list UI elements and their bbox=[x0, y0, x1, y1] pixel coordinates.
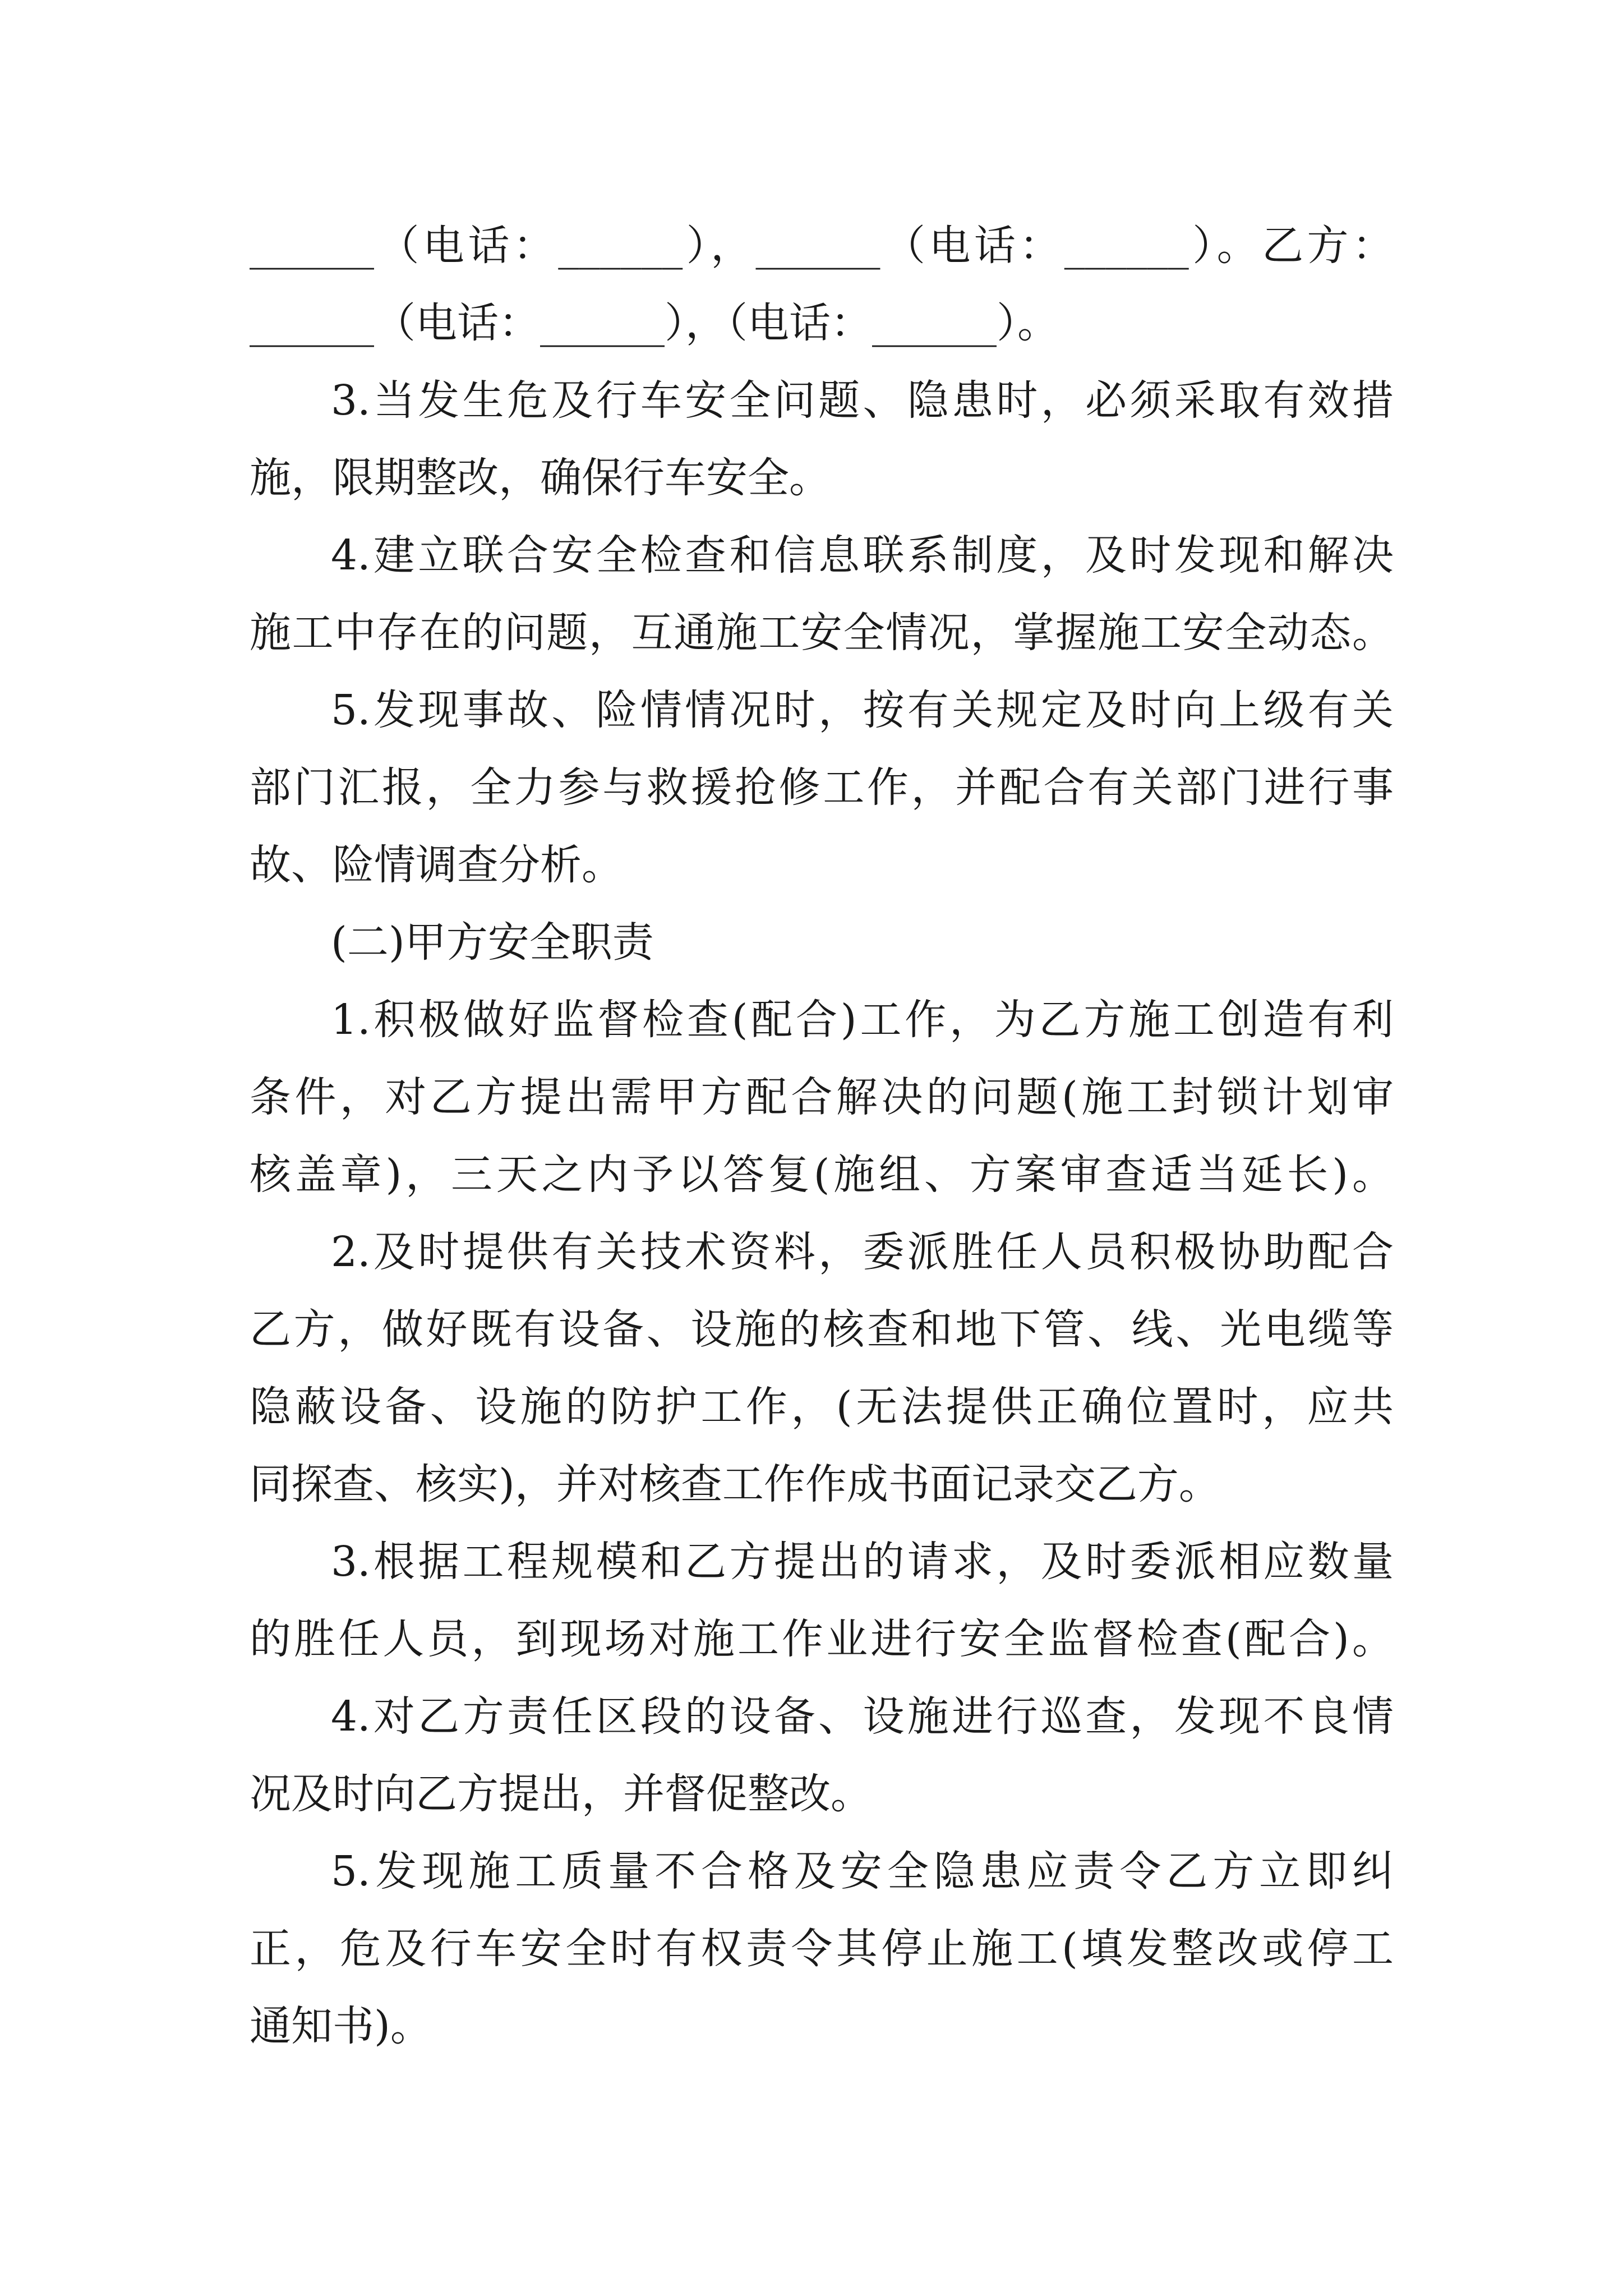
clause-2-5-line-1: 5.发现施工质量不合格及安全隐患应责令乙方立即纠 bbox=[331, 1847, 1394, 1895]
clause-2-1-line-3: 核盖章)，三天之内予以答复(施组、方案审查适当延长)。 bbox=[250, 1151, 1394, 1199]
clause-1-5-line-1: 5.发现事故、险情情况时，按有关规定及时向上级有关 bbox=[331, 686, 1394, 734]
clause-2-3-line-2: 的胜任人员，到现场对施工作业进行安全监督检查(配合)。 bbox=[250, 1615, 1394, 1663]
clause-2-3-line-1: 3.根据工程规模和乙方提出的请求，及时委派相应数量 bbox=[331, 1538, 1394, 1586]
clause-1-5-line-3: 故、险情调查分析。 bbox=[250, 841, 623, 889]
clause-1-3-line-2: 施，限期整改，确保行车安全。 bbox=[250, 454, 831, 502]
clause-2-4-line-2: 况及时向乙方提出，并督促整改。 bbox=[250, 1770, 872, 1818]
clause-2-2-line-3: 隐蔽设备、设施的防护工作，(无法提供正确位置时，应共 bbox=[250, 1383, 1394, 1431]
clause-2-5-line-2: 正，危及行车安全时有权责令其停止施工(填发整改或停工 bbox=[250, 1925, 1394, 1973]
clause-2-1-line-1: 1.积极做好监督检查(配合)工作，为乙方施工创造有利 bbox=[331, 996, 1394, 1044]
clause-1-3-line-1: 3.当发生危及行车安全问题、隐患时，必须采取有效措 bbox=[331, 376, 1394, 425]
clause-1-4-line-2: 施工中存在的问题，互通施工安全情况，掌握施工安全动态。 bbox=[250, 609, 1394, 657]
clause-2-2-line-2: 乙方，做好既有设备、设施的核查和地下管、线、光电缆等 bbox=[250, 1305, 1394, 1354]
clause-2-2-line-1: 2.及时提供有关技术资料，委派胜任人员积极协助配合 bbox=[331, 1228, 1394, 1276]
clause-2-2-line-4: 同探查、核实)，并对核查工作作成书面记录交乙方。 bbox=[250, 1460, 1220, 1508]
clause-2-1-line-2: 条件，对乙方提出需甲方配合解决的问题(施工封锁计划审 bbox=[250, 1073, 1394, 1121]
clause-2-5-line-3: 通知书)。 bbox=[250, 2002, 432, 2050]
section-heading-party-a: (二)甲方安全职责 bbox=[331, 918, 654, 967]
clause-2-4-line-1: 4.对乙方责任区段的设备、设施进行巡查，发现不良情 bbox=[331, 1692, 1394, 1741]
clause-1-5-line-2: 部门汇报，全力参与救援抢修工作，并配合有关部门进行事 bbox=[250, 763, 1394, 812]
contact-line-2: ______（电话：______），（电话：______）。 bbox=[250, 299, 1059, 347]
contact-line-1: ______（电话：______），______（电话：______）。乙方： bbox=[250, 222, 1394, 270]
clause-1-4-line-1: 4.建立联合安全检查和信息联系制度，及时发现和解决 bbox=[331, 531, 1394, 579]
